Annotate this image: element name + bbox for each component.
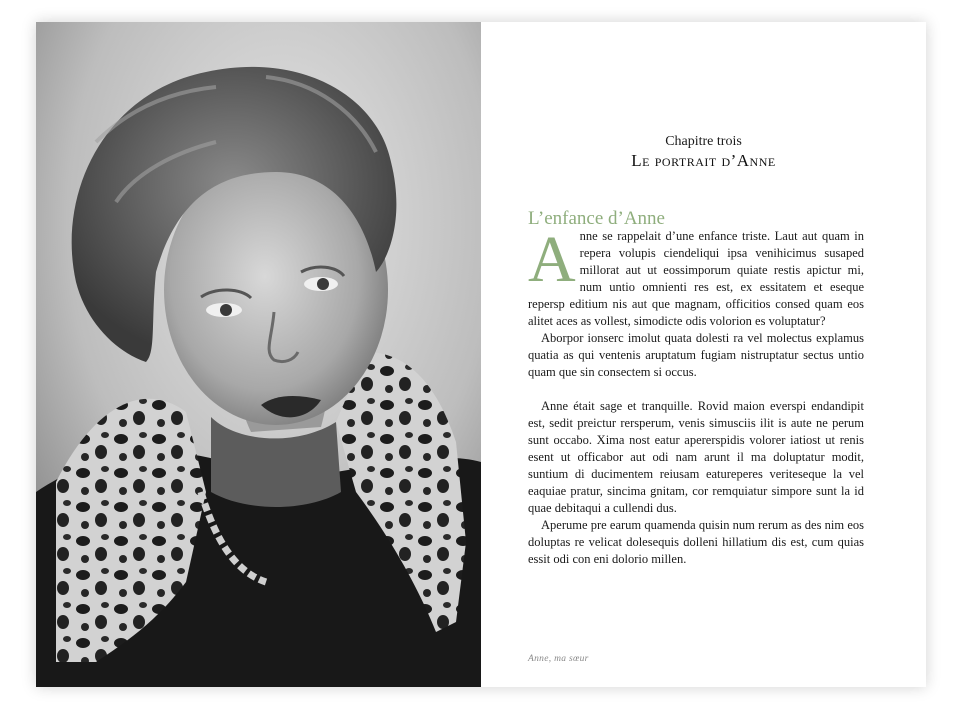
paragraph: Anne était sage et tranquille. Rovid maion everspi endandipit est, sedit preictur rersperum, venis simusciis ilit is aute ne perum sunt occabo. Xima nost eatur apererspidis volorer iatiost ut renis esent ut officabor aut odi nam arunt il ma doluptatur modit, suntium di ducimentem reiusam eatureperes veriteseque la vel eaquiae pratur, sincima gnitam, cor remquiatur simpore sunt la id quae debitaqui a cullendi dus. [528,399,864,515]
paragraph: Aborpor ionserc imolut quata dolesti ra vel molectus explamus quatia as qui ventenis aruptatum fugiam nistruptatur sectus untio quam que sin consectem si occus. [528,331,864,379]
portrait-photo [36,22,481,687]
chapter-title: Le portrait d’Anne [631,151,776,170]
book-spread [36,22,926,687]
drop-cap: A [528,223,576,296]
body-text [528,223,864,568]
paragraph-text: nne se rappelait d’une enfance triste. Laut aut quam in repera volupis ciendeliqui ipsa venihicimus susaped millorat aut ut eossimporum quiate restis apictur mi, num untio omnienti res est, ex essitatem et eseque repersp editium nis aut que magnam, officitios consed quam eos alitet aces as vollest, simodicte odis volorion es voluptatur? [528,229,864,328]
paragraph: Aperume pre earum quamenda quisin num rerum as des nim eos doluptas re velicat dolesequis dolleni hillatium dis est, cum quias essit odi con eni dolorio millen. [528,518,864,566]
chapter-number: Chapitre trois [665,134,742,149]
paragraph [528,223,864,330]
text-page [481,22,926,687]
running-footer: Anne, ma sœur [528,654,589,664]
section-title: L’enfance d’Anne [528,208,665,229]
portrait-photo-icon [36,22,481,687]
paragraph-gap [528,381,864,398]
